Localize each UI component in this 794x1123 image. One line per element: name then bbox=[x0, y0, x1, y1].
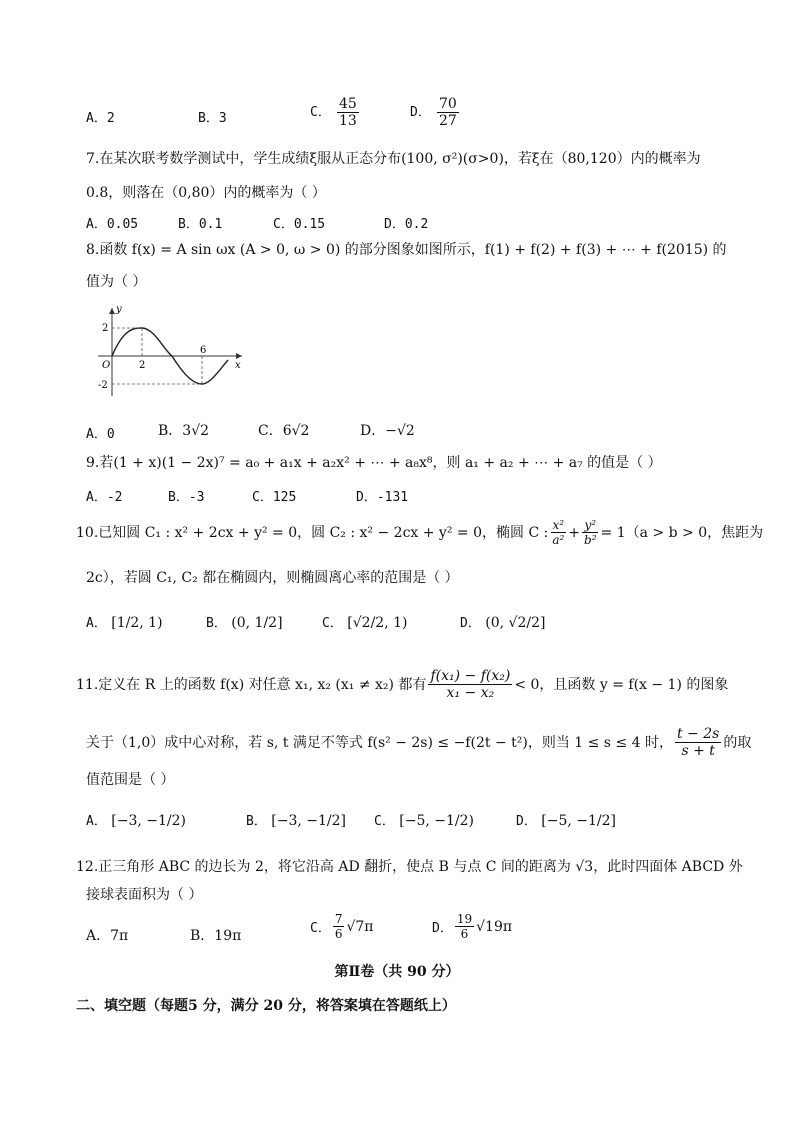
q8-line2: 值为（ ） bbox=[86, 274, 147, 290]
q10-ellipse-frac1 bbox=[550, 518, 566, 547]
q6-option-c-frac bbox=[337, 96, 359, 129]
q11-option-b-label: B． bbox=[246, 814, 267, 829]
q10-line2: 2c），若圆 C₁, C₂ 都在椭圆内，则椭圆离心率的范围是（ ） bbox=[86, 570, 459, 586]
q7-option-b: B．0.1 bbox=[178, 217, 223, 232]
q11-option-b bbox=[246, 810, 346, 829]
q6-option-d-num: 70 bbox=[438, 96, 457, 112]
q10-option-a-label: A． bbox=[86, 616, 107, 631]
q12-option-c bbox=[310, 912, 374, 941]
q8-option-c: C．6√2 bbox=[258, 423, 310, 439]
q10-ellipse-frac2 bbox=[582, 518, 599, 547]
q11-line3: 值范围是（ ） bbox=[86, 772, 175, 788]
q6-option-b: B．3 bbox=[198, 111, 227, 126]
q11-option-c-value: [−5, −1/2) bbox=[399, 813, 475, 829]
q9-option-a: A．-2 bbox=[86, 490, 123, 505]
q10-option-c-value: [√2/2, 1) bbox=[347, 615, 408, 631]
q8-option-a: A．0 bbox=[86, 427, 115, 442]
q6-option-c-num: 45 bbox=[338, 96, 357, 112]
q6-option-d bbox=[410, 96, 461, 129]
q12-option-c-label: C． bbox=[310, 921, 331, 936]
q10-option-a bbox=[86, 612, 163, 631]
q11-line2 bbox=[86, 726, 751, 759]
q12-option-d-frac bbox=[455, 912, 474, 941]
q6-option-a: A．2 bbox=[86, 111, 115, 126]
q6-option-d-den: 27 bbox=[438, 113, 457, 129]
q10-ell-den2: b² bbox=[584, 533, 597, 547]
q8-line1: 8.函数 f(x) = A sin ωx (A > 0, ω > 0) 的部分图象如图所示，f(1) + f(2) + f(3) + ⋯ + f(2015) 的 bbox=[86, 242, 727, 258]
q12-option-c-tail: √7π bbox=[346, 918, 374, 935]
q11-frac-num: f(x₁) − f(x₂) bbox=[430, 668, 511, 684]
q10-option-b-label: B． bbox=[206, 616, 227, 631]
section2-heading: 二、填空题（每题5 分，满分 20 分，将答案填在答题纸上） bbox=[76, 998, 456, 1014]
q7-line2: 0.8，则落在（0,80）内的概率为（ ） bbox=[86, 185, 326, 201]
q7-option-c: C．0.15 bbox=[273, 217, 326, 232]
q10-line1-b: = 1（a > b > 0，焦距为 bbox=[600, 524, 764, 541]
q10-ell-den1: a² bbox=[552, 533, 565, 547]
q12-option-b: B．19π bbox=[190, 928, 242, 944]
q10-line1-a: 10.已知圆 C₁ : x² + 2cx + y² = 0，圆 C₂ : x² − 2cx + y² = 0，椭圆 C : bbox=[76, 524, 549, 541]
x-axis-arrow bbox=[236, 353, 242, 359]
q11-line1-b: < 0，且函数 y = f(x − 1) 的图象 bbox=[514, 676, 729, 693]
q8-option-b: B．3√2 bbox=[158, 423, 210, 439]
q12-option-d bbox=[432, 912, 512, 941]
q11-option-d-label: D． bbox=[516, 814, 537, 829]
q10-option-c bbox=[322, 612, 407, 631]
q11-line2-b: 的取 bbox=[723, 734, 752, 751]
q12-option-c-num: 7 bbox=[334, 912, 343, 926]
q12-option-d-label: D． bbox=[432, 921, 453, 936]
origin-label: O bbox=[102, 360, 111, 371]
q9-option-b: B．-3 bbox=[168, 490, 205, 505]
q10-option-d-value: (0, √2/2] bbox=[485, 615, 546, 631]
q7-option-a: A．0.05 bbox=[86, 217, 139, 232]
q11-option-a-label: A． bbox=[86, 814, 107, 829]
q12-option-d-den: 6 bbox=[460, 927, 469, 941]
q11-frac2-den: s + t bbox=[681, 743, 715, 759]
y-label: y bbox=[116, 304, 122, 315]
q10-option-b bbox=[206, 612, 283, 631]
q11-option-d-value: [−5, −1/2] bbox=[541, 813, 617, 829]
q11-line2-a: 关于（1,0）成中心对称，若 s, t 满足不等式 f(s² − 2s) ≤ −f(2t − t²)，则当 1 ≤ s ≤ 4 时， bbox=[86, 734, 673, 751]
y-max-label: 2 bbox=[102, 323, 109, 334]
q11-line1 bbox=[76, 668, 728, 701]
q11-option-a bbox=[86, 810, 186, 829]
q9-option-c: C．125 bbox=[252, 490, 297, 505]
q10-line1 bbox=[76, 518, 763, 547]
q8-sine-graph bbox=[90, 300, 250, 400]
x-label: x bbox=[235, 360, 241, 371]
q12-option-d-tail: √19π bbox=[476, 918, 513, 935]
q9-line1: 9.若(1 + x)(1 − 2x)⁷ = a₀ + a₁x + a₂x² + ⋯ + a₈x⁸，则 a₁ + a₂ + ⋯ + a₇ 的值是（ ） bbox=[86, 455, 662, 471]
q9-option-d: D．-131 bbox=[356, 490, 409, 505]
q12-option-c-den: 6 bbox=[334, 927, 343, 941]
q6-option-c-label: C． bbox=[310, 105, 331, 120]
q12-option-c-frac bbox=[333, 912, 345, 941]
q6-option-d-frac bbox=[437, 96, 459, 129]
q12-line2: 接球表面积为（ ） bbox=[86, 887, 203, 903]
q10-option-a-value: [1/2, 1) bbox=[111, 615, 163, 631]
q12-line1: 12.正三角形 ABC 的边长为 2，将它沿高 AD 翻折，使点 B 与点 C 间的距离为 √3，此时四面体 ABCD 外 bbox=[76, 859, 743, 875]
q12-option-d-num: 19 bbox=[456, 912, 473, 926]
q11-option-d bbox=[516, 810, 616, 829]
q10-ell-plus: + bbox=[568, 524, 581, 541]
q10-option-d-label: D． bbox=[460, 616, 481, 631]
q11-frac2 bbox=[675, 726, 721, 759]
q10-option-c-label: C． bbox=[322, 616, 343, 631]
q6-option-c bbox=[310, 96, 361, 129]
q6-option-c-den: 13 bbox=[338, 113, 357, 129]
q12-option-a: A．7π bbox=[86, 928, 129, 944]
y-axis-arrow bbox=[109, 308, 115, 314]
q10-option-d bbox=[460, 612, 545, 631]
q11-frac2-num: t − 2s bbox=[676, 726, 720, 742]
q7-line1: 7.在某次联考数学测试中，学生成绩ξ服从正态分布(100, σ²)(σ>0)，若ξ在（80,120）内的概率为 bbox=[86, 151, 701, 167]
q11-line1-a: 11.定义在 R 上的函数 f(x) 对任意 x₁, x₂ (x₁ ≠ x₂) 都有 bbox=[76, 676, 427, 693]
section-title: 第Ⅱ卷（共 90 分） bbox=[334, 964, 460, 980]
q11-option-c bbox=[374, 810, 474, 829]
q11-option-c-label: C． bbox=[374, 814, 395, 829]
y-min-label: -2 bbox=[98, 380, 108, 391]
q6-option-d-label: D． bbox=[410, 105, 431, 120]
x-tick-2: 2 bbox=[139, 360, 146, 371]
q11-frac bbox=[428, 668, 512, 701]
q8-option-d: D．−√2 bbox=[360, 423, 415, 439]
x-tick-6: 6 bbox=[200, 345, 207, 356]
q10-option-b-value: (0, 1/2] bbox=[231, 615, 283, 631]
q7-option-d: D．0.2 bbox=[384, 217, 429, 232]
q11-option-b-value: [−3, −1/2] bbox=[271, 813, 347, 829]
q11-frac-den: x₁ − x₂ bbox=[446, 685, 495, 701]
q10-ell-num2: y² bbox=[584, 518, 597, 532]
q10-ell-num1: x² bbox=[552, 518, 565, 532]
q11-option-a-value: [−3, −1/2) bbox=[111, 813, 187, 829]
